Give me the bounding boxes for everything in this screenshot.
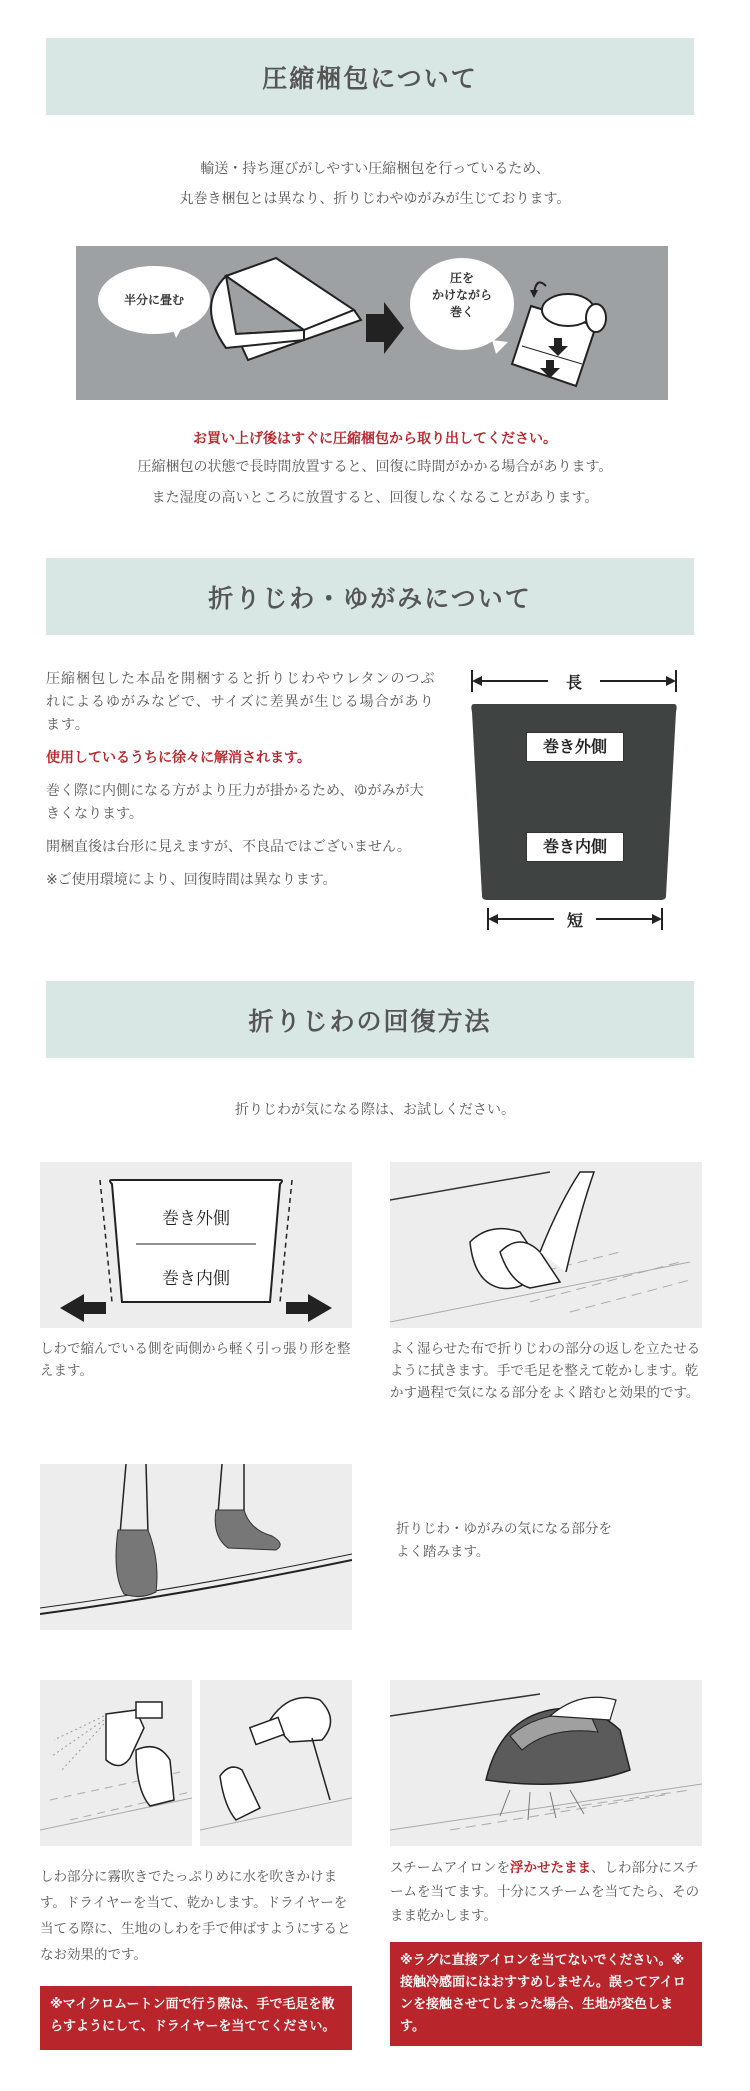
wrinkle-para-3: 開梱直後は台形に見えますが、不良品ではございません。 (46, 839, 411, 855)
label-short: 短 (566, 911, 583, 930)
step3-line-1: 折りじわ・ゆがみの気になる部分を (396, 1521, 612, 1537)
notice-line-2: また湿度の高いところに放置すると、回復しなくなることがあります。 (151, 490, 599, 506)
step4-spray-illustration (40, 1680, 192, 1846)
step1-pull-illustration (40, 1162, 352, 1328)
intro-line-1: 輸送・持ち運びがしやすい圧縮梱包を行っているため、 (200, 161, 550, 177)
rolling-rug-icon (512, 282, 606, 386)
section-title-recovery: 折りじわの回復方法 (46, 981, 694, 1058)
recovery-intro: 折りじわが気になる際は、お試しください。 (235, 1102, 515, 1118)
wrinkle-explanation (46, 668, 436, 892)
bubble-fold-text: 半分に畳む (123, 292, 184, 307)
step3-line-2: よく踏みます。 (396, 1544, 490, 1560)
wrinkle-para-4: ※ご使用環境により、回復時間は異なります。 (46, 872, 337, 888)
label-long: 長 (565, 673, 582, 692)
left-arrow-icon (60, 1294, 106, 1322)
wipe-drawing (390, 1162, 702, 1328)
step5-text-pre: スチームアイロンを (390, 1860, 511, 1876)
step2-wipe-illustration (390, 1162, 702, 1328)
intro-line-2: 丸巻き梱包とは異なり、折りじわやゆがみが生じております。 (179, 191, 571, 207)
bubble-roll-line-1: 圧を (449, 271, 474, 285)
step4-dryer-illustration (200, 1680, 352, 1846)
step5-text (390, 1856, 702, 1928)
right-arrow-icon (366, 302, 404, 354)
section-title-wrinkles: 折りじわ・ゆがみについて (46, 558, 694, 635)
wrinkle-para-2: 巻く際に内側になる方がより圧力が掛かるため、ゆがみが大きくなります。 (46, 783, 424, 822)
trapezoid-diagram (468, 668, 682, 932)
section-title-compression: 圧縮梱包について (46, 38, 694, 115)
step5-text-post: 、しわ部分にスチームを当てます。十分にスチームを当てたら、そのまま乾かします。 (390, 1860, 700, 1924)
step4-warning: ※マイクロムートン面で行う際は、手で毛足を散らすようにして、ドライヤーを当ててください。 (40, 1986, 352, 2050)
packing-illustration (76, 246, 668, 400)
iron-drawing (390, 1680, 702, 1846)
bubble-roll-line-3: 巻く (449, 305, 474, 319)
step5-warning: ※ラグに直接アイロンを当てないでください。※接触冷感面にはおすすめしません。誤ってアイロンを接触させてしまった場合、生地が変色します。 (390, 1942, 702, 2046)
step5-iron-illustration (390, 1680, 702, 1846)
dryer-drawing (200, 1680, 352, 1846)
spray-drawing (40, 1680, 192, 1846)
step1-label-outer: 巻き外側 (162, 1209, 230, 1229)
step3-text (396, 1518, 612, 1564)
step1-label-inner: 巻き内側 (162, 1269, 230, 1289)
step5-text-red: 浮かせたまま (510, 1860, 592, 1876)
step2-text: よく湿らせた布で折りじわの部分の返しを立たせるように拭きます。手で毛足を整えて乾かします。乾かす過程で気になる部分をよく踏むと効果的です。 (390, 1341, 701, 1401)
bubble-roll-line-2: かけながら (431, 288, 492, 302)
notice-line-1: 圧縮梱包の状態で長時間放置すると、回復に時間がかかる場合があります。 (137, 459, 613, 475)
step1-text: しわで縮んでいる側を両側から軽く引っ張り形を整えます。 (40, 1341, 351, 1379)
right-arrow-icon (286, 1294, 332, 1322)
label-inner-side: 巻き内側 (526, 832, 624, 862)
step4-text: しわ部分に霧吹きでたっぷりめに水を吹きかけます。ドライヤーを当て、乾かします。ドライヤーを当てる際に、生地のしわを手で伸ばすようにするとなお効果的です。 (40, 1869, 351, 1963)
step3-step-illustration (40, 1464, 352, 1630)
packing-steps-drawing (76, 246, 668, 400)
folded-rug-icon (211, 258, 361, 360)
rug-shape-drawing (468, 668, 682, 932)
wrinkle-para-1: 圧縮梱包した本品を開梱すると折りじわやウレタンのつぶれによるゆがみなどで、サイズに差異が生じる場合があります。 (46, 671, 436, 733)
pull-shape-drawing (40, 1162, 352, 1328)
feet-drawing (40, 1464, 352, 1630)
label-outer-side: 巻き外側 (526, 732, 624, 762)
speech-bubble-roll (410, 270, 514, 321)
notice-remove-package: お買い上げ後はすぐに圧縮梱包から取り出してください。 (193, 431, 557, 447)
wrinkle-para-red: 使用しているうちに徐々に解消されます。 (46, 750, 311, 766)
